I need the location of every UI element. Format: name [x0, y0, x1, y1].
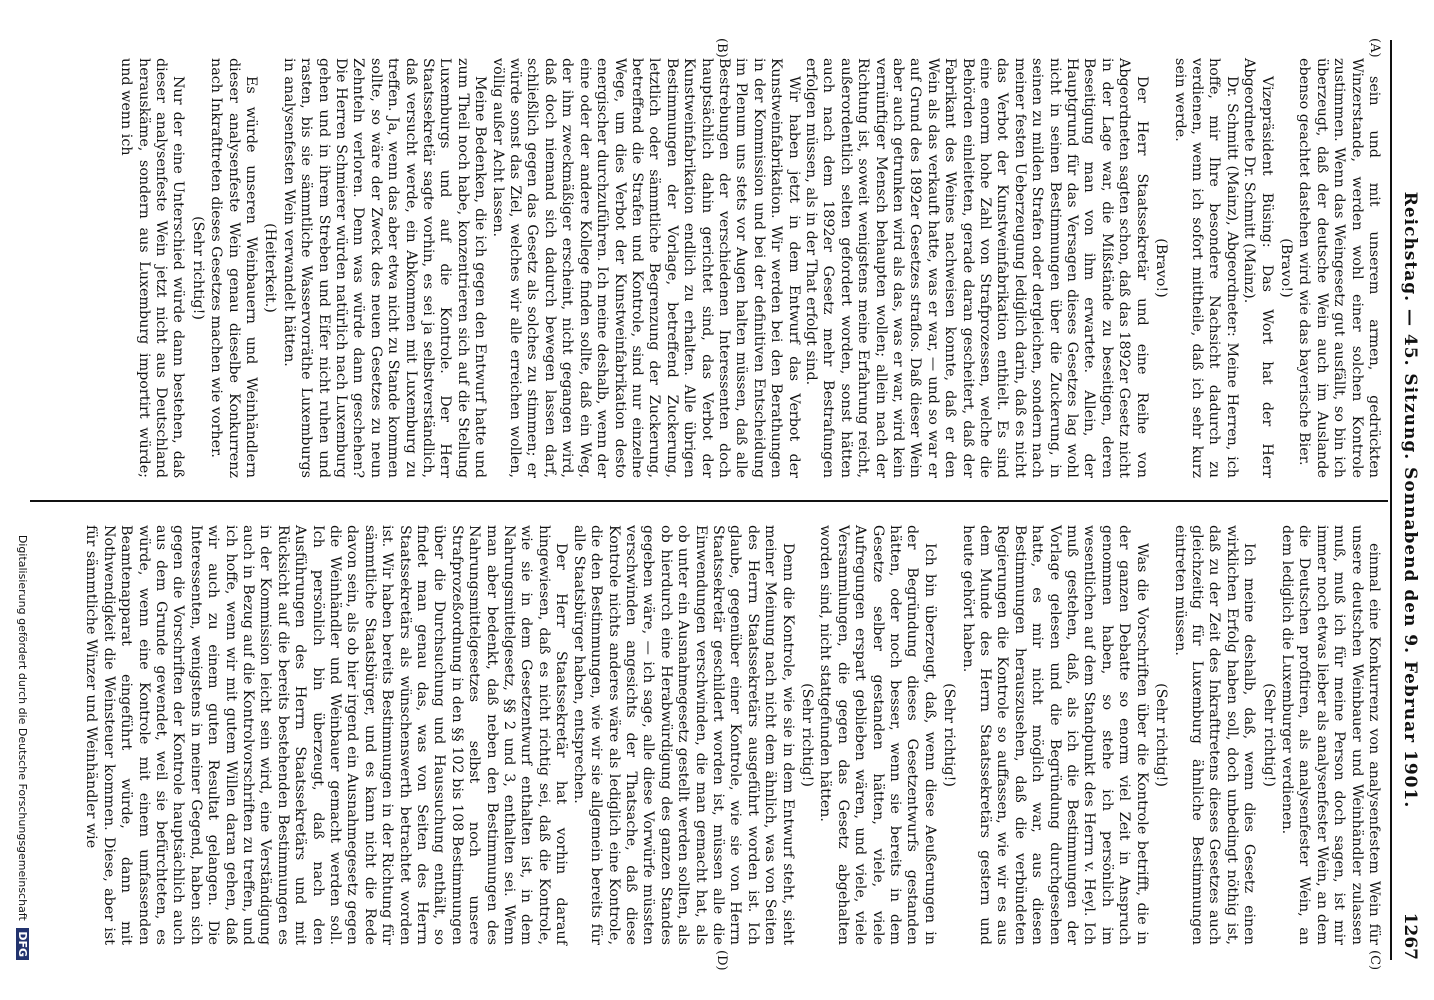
page-number: 1267: [1400, 912, 1420, 960]
margin-mark-a: (A): [1367, 38, 1382, 58]
page-header: [1394, 40, 1420, 960]
interjection: (Sehr richtig!): [799, 683, 815, 787]
paragraph: Nur der eine Unterschied würde dann bestehen, daß dieser analysenfeste Wein jetzt nicht aus Deutschland herauskäme, sondern aus Luxemburg importirt würde; und wenn ich: [118, 58, 187, 478]
paragraph: Ich meine deshalb, daß, wenn dies Gesetz einen wirklichen Erfolg haben soll, doch unbedingt nöthig ist, daß zu der Zeit des Inkrafttretens dieses Gesetzes auch gleichzeitig für Luxemburg ähnliche Bestimmungen eintreten müssen.: [1171, 525, 1258, 945]
paragraph: Vizepräsident Büsing: Das Wort hat der Herr Abgeordnete Dr. Schmitt (Mainz).: [1241, 58, 1275, 478]
paragraph: Was die Vorschriften über die Kontrole betrifft, die in der ganzen Debatte so enorm viel Zeit in Anspruch genommen haben, so stehe ich persönlich im wesentlichen auf dem Standpunkt des Herrn v. Heyl. Ich muß gestehen, daß, als ich die Bestimmungen der Vorlage gelesen und die Begründung durchgesehen hatte, es mir nicht möglich war, aus diesen Bestimmungen herauszusehen, daß die verbündeten Regierungen die Kontrole so auffassen, wie wir es aus dem Munde des Herrn Staatssekretärs gestern und heute gehört haben.: [959, 525, 1150, 945]
interjection: (Sehr richtig!): [1260, 683, 1277, 787]
interjection: (Sehr richtig!): [1153, 683, 1170, 787]
interjection: (Bravo!): [1277, 238, 1294, 298]
paragraph: Denn die Kontrole, wie sie in dem Entwurf steht, sieht meiner Meinung nach nicht dem ähnlich, was von Seiten des Herrn Staatssekretärs ausgeführt worden ist. Ich glaube, gegenüber einer Kontrole, wie sie von Herrn Staatssekretär geschildert worden ist, müssen alle die Einwendungen verschwinden, die man gemacht hat, als ob unter ein Ausnahmegesetz gestellt werden sollten, als ob hierdurch eine Herabwürdigung des ganzen Standes gegeben wäre, — ich sage, alle diese Vorwürfe müssten verschwinden angesichts der Thatsache, daß diese Kontrole nichts anderes wäre als lediglich eine Kontrole, die den Bestimmungen, wie wir sie allgemein bereits für alle Staatsbürger haben, entsprechen.: [570, 525, 796, 945]
margin-mark-d: (D): [714, 950, 729, 971]
left-column: [117, 58, 1382, 478]
paragraph: sein und mit unserem armen, gedrückten Winzerstande, werden wohl einer solchen Kontrole zustimmen. Wenn das Weingesetz gut ausfällt, so bin ich überzeugt, daß der deutsche Wein auch im Auslande ebenso geachtet dastehen wird wie das bayerische Bier.: [1296, 58, 1382, 478]
paragraph: Wir haben jetzt in dem Entwurf das Verbot der Kunstweinfabrikation. Wir werden bei den Berathungen in der Kommission und bei der definitiven Entscheidung im Plenum uns stets vor Augen halten müssen, daß alle Bestrebungen der verschiedenen Interessenten doch hauptsächlich dahin gerichtet sind, das Verbot der Kunstweinfabrikation endlich zu erhalten. Alle übrigen Bestimmungen der Vorlage, betreffend Zuckerung, letztlich oder sämmtliche Begrenzung der Zuckerung, betreffend die Strafen und Kontrole, sind nur einzelne Wege, um dies Verbot der Kunstweinfabrikation desto energischer durchzuführen. Ich meine deshalb, wenn der eine oder der andere Kollege finden sollte, daß ein Weg, der ihm zweckmäßiger erscheint, nicht gegangen wird, daß doch niemand sich dadurch bewegen lassen darf, schließlich gegen das Gesetz als solches zu stimmen; er würde sonst das Ziel, welches wir alle erreichen wollen, völlig außer Acht lassen.: [489, 58, 802, 478]
paragraph: Meine Bedenken, die ich gegen den Entwurf hatte und zum Theil noch habe, konzentrieren sich auf die Stellung Luxemburgs und auf die Kontrole. Der Herr Staatssekretär sagte vorhin, es sei ja selbstverständlich, daß versucht werde, ein Abkommen mit Luxemburg zu treffen. Ja, wenn das aber etwa nicht zu Stande kommen sollte, so wäre der Zweck des neuen Gesetzes zu neun Zehnteln verloren. Denn was würde dann geschehen? Die Herren Schmierer würden natürlich nach Luxemburg gehen und in ihrem Streben und Eifer nicht ruhen und rasten, bis sie sämmtliche Wasservorräthe Luxemburgs in analysenfesten Wein verwandelt hätten.: [280, 58, 489, 478]
margin-mark-b: (B): [714, 38, 729, 58]
paragraph: Der Herr Staatssekretär und eine Reihe von Abgeordneten sagten schon, daß das 1892er Gesetz nicht in der Lage war, die Mißstände zu beseitigen, deren Beseitigung man von ihm erwartete. Allein, der Hauptgrund für das Versagen dieses Gesetzes lag wohl nicht in seinen Bestimmungen über die Zuckerung, in seinen zu milden Strafen oder dergleichen, sondern nach meiner festen Ueberzeugung lediglich darin, daß es nicht das Verbot der Kunstweinfabrikation enthielt. Es sind eine enorm hohe Zahl von Strafprozessen, welche die Behörden einleiteten, gerade daran gescheitert, daß der Fabrikant des Weines nachweisen konnte, daß er den Wein als das verkauft hatte, was er war, — und so war er auf Grund des 1892er Gesetzes straflos. Daß dieser Wein aber auch getrunken wird als das, was er war, wird kein vernünftiger Mensch behaupten wollen; allein nach der Richtung ist, soweit wenigstens meine Erfahrung reicht, außerordentlich selten gefordert worden, sonst hätten auch nach dem 1892er Gesetz mehr Bestrafungen erfolgen müssen, als in der That erfolgt sind.: [803, 58, 1150, 478]
digitization-footer: [16, 40, 29, 960]
paragraph: Dr. Schmitt (Mainz), Abgeordneter: Meine Herren, ich hoffe, mir Ihre besondere Nachsicht dadurch zu verdienen, wenn ich sofort mittheile, daß ich sehr kurz sein werde.: [1171, 58, 1240, 478]
interjection: (Bravo!): [1153, 238, 1170, 298]
paragraph: Es würde unseren Weinbauern und Weinhändlern dieser analysenfeste Wein genau dieselbe Konkurrenz nach Inkrafttreten dieses Gesetzes machen wie vorher.: [208, 58, 259, 478]
right-column: [82, 525, 1382, 945]
margin-mark-c: (C): [1367, 950, 1382, 971]
header-rule: [1390, 40, 1392, 960]
interjection: (Sehr richtig!): [189, 216, 206, 320]
column-divider: [30, 500, 1388, 502]
paragraph: Ich bin überzeugt, daß, wenn diese Aeußerungen in der Begründung dieses Gesetzentwurfs gestanden hätten, oder noch besser, wenn sie bereits in dem Gesetze selber gestanden hätten, viele, viele Aufregungen erspart geblieben wären, und viele, viele Versammlungen, die gegen das Gesetz abgehalten worden sind, nicht stattgefunden hätten.: [817, 525, 938, 945]
interjection: (Heiterkeit.): [262, 223, 279, 313]
footer-text: Digitalisierung gefördert durch die Deutsche Forschungsgemeinschaft: [16, 534, 29, 921]
paragraph: einmal eine Konkurrenz von analysenfestem Wein für unsere deutschen Weinbauer und Weinhändler zulassen muß, muß ich für meine Person doch sagen, ist mir immer noch etwas lieber als analysenfester Wein, an dem die Deutschen profitiren, als analysenfester Wein, an dem lediglich die Luxemburger verdienen.: [1278, 525, 1382, 945]
paragraph: Der Herr Staatssekretär hat vorhin darauf hingewiesen, daß es nicht richtig sei, daß die Kontrole, wie sie in dem Gesetzentwurf enthalten ist, in dem Nahrungsmittelgesetz, §§ 2 und 3, enthalten sei. Wenn man aber bedenkt, daß neben den Bestimmungen des Nahrungsmittelgesetzes selbst noch unsere Strafprozeßordnung in den §§ 102 bis 108 Bestimmungen über die Durchsuchung und Haussuchung enthält, so findet man genau das, was von Seiten des Herrn Staatssekretärs als wünschenswerth betrachtet worden ist. Wir haben bereits Bestimmungen in der Richtung für sämmtliche Staatsbürger, und es kann nicht die Rede davon sein, als ob hier irgend ein Ausnahmegesetz gegen die Weinhändler und Weinbauer gemacht werden soll. Ich persönlich bin überzeugt, daß nach den Ausführungen des Herrn Staatssekretärs und mit Rücksicht auf die bereits bestehenden Bestimmungen es in der Kommission leicht sein wird, eine Verständigung auch in Bezug auf die Kontrolvorschriften zu treffen, und ich hoffe, wenn wir mit gutem Willen daran gehen, daß wir auch zu einem guten Resultat gelangen. Die Interessenten, wenigstens in meiner Gegend, haben sich gegen die Vorschriften der Kontrole hauptsächlich auch aus dem Grunde gewendet, weil sie befürchteten, es würde, wenn eine Kontrole mit einem umfassenden Beamtenapparat eingeführt würde, dann mit Nothwendigkeit die Weinsteuer kommen. Diese, aber ist für sämmtliche Winzer und Weinhändler wie: [83, 525, 570, 945]
dfg-logo: DFG: [16, 928, 29, 960]
header-title: Reichstag. — 45. Sitzung. Sonnabend den 9. Februar 1901.: [1400, 191, 1420, 809]
interjection: (Sehr richtig!): [941, 683, 958, 787]
